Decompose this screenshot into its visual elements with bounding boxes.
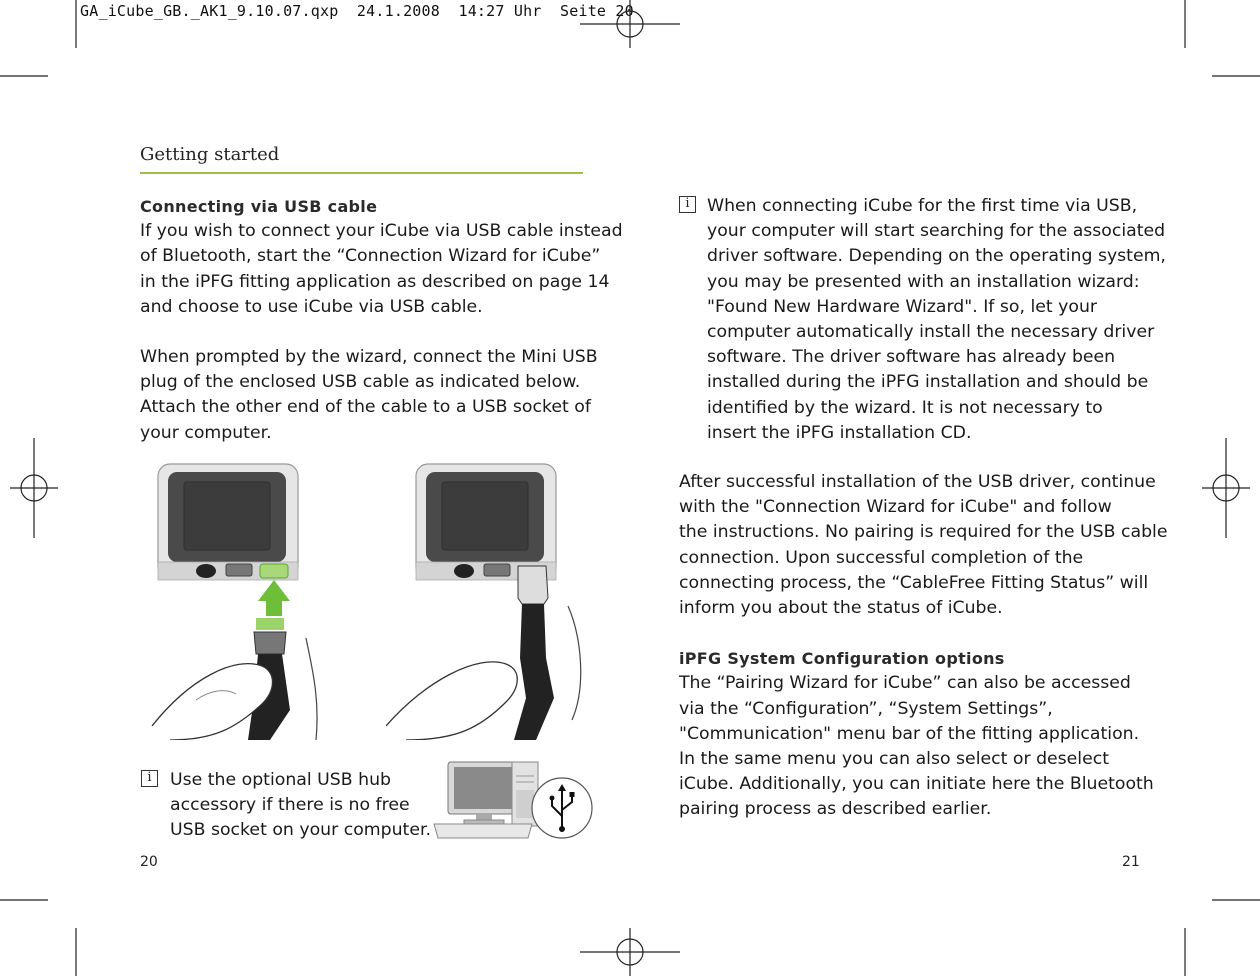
text-line: "Found New Hardware Wizard". If so, let your [707, 296, 1097, 317]
section-title: Getting started [140, 144, 280, 165]
text-line: driver software. Depending on the operating system, [707, 246, 1166, 267]
text-line: software. The driver software has already been [707, 347, 1116, 368]
text-line: "Communication" menu bar of the fitting application. [679, 723, 1140, 744]
text-line: connecting process, the “CableFree Fitting Status” will [679, 572, 1149, 593]
printer-slug: GA_iCube_GB._AK1_9.10.07.qxp 24.1.2008 14:27 Uhr Seite 20 [80, 2, 634, 20]
config-paragraph [679, 671, 1159, 822]
usb-icon [532, 778, 592, 838]
text-line: iCube. Additionally, you can initiate here the Bluetooth [679, 774, 1154, 795]
computer-icon [434, 762, 538, 838]
text-line: In the same menu you can also select or deselect [679, 749, 1110, 770]
text-line: accessory if there is no free [170, 795, 410, 816]
intro-paragraph [140, 219, 623, 320]
text-line: pairing process as described earlier. [679, 799, 992, 820]
computer-usb-illustration [432, 756, 600, 840]
text-line: connection. Upon successful completion of the [679, 547, 1084, 568]
text-line: The “Pairing Wizard for iCube” can also be accessed [679, 673, 1131, 694]
text-line: plug of the enclosed USB cable as indicated below. [140, 372, 581, 393]
connect-paragraph [140, 345, 610, 446]
text-line: When prompted by the wizard, connect the Mini USB [140, 347, 598, 368]
text-line: and choose to use iCube via USB cable. [140, 296, 483, 317]
text-line: your computer. [140, 422, 272, 443]
text-line: Use the optional USB hub [170, 770, 392, 790]
text-line: computer automatically install the necessary driver [707, 322, 1155, 343]
usb-heading: Connecting via USB cable [140, 197, 378, 216]
page-number-right: 21 [1122, 854, 1140, 870]
info-icon: i [679, 196, 696, 213]
text-line: If you wish to connect your iCube via USB cable instead [140, 221, 623, 242]
text-line: with the "Connection Wizard for iCube" and follow [679, 497, 1112, 518]
text-line: you may be presented with an installation wizard: [707, 271, 1140, 292]
section-rule [140, 172, 583, 174]
registration-mark-top [580, 0, 680, 48]
text-line: the instructions. No pairing is required for the USB cable [679, 522, 1168, 543]
text-line: of Bluetooth, start the “Connection Wizard for iCube” [140, 246, 601, 267]
text-line: identified by the wizard. It is not necessary to [707, 397, 1103, 418]
left-body [140, 194, 623, 446]
icube-usb-illustration-1 [140, 458, 340, 740]
driver-note [707, 194, 1166, 446]
page-number-left: 20 [140, 854, 158, 870]
text-line: in the iPFG fitting application as described on page 14 [140, 271, 610, 292]
text-line: When connecting iCube for the first time via USB, [707, 196, 1138, 216]
text-line: Attach the other end of the cable to a USB socket of [140, 397, 591, 418]
text-line: via the “Configuration”, “System Settings”, [679, 698, 1053, 719]
text-line: inform you about the status of iCube. [679, 598, 1003, 619]
info-icon: i [141, 770, 158, 787]
text-line: USB socket on your computer. [170, 820, 431, 841]
green-arrow [258, 580, 290, 616]
text-line: your computer will start searching for the associated [707, 221, 1166, 242]
registration-mark-left [10, 438, 58, 538]
right-body [679, 470, 1168, 823]
registration-mark-bottom [580, 928, 680, 976]
config-heading: iPFG System Configuration options [679, 649, 1005, 669]
icube-usb-illustration-2 [386, 458, 586, 740]
hub-note [170, 768, 430, 844]
registration-mark-right [1202, 438, 1250, 538]
text-line: insert the iPFG installation CD. [707, 422, 972, 443]
text-line: installed during the iPFG installation and should be [707, 372, 1149, 393]
text-line: After successful installation of the USB driver, continue [679, 472, 1156, 492]
after-install-paragraph [679, 470, 1168, 621]
